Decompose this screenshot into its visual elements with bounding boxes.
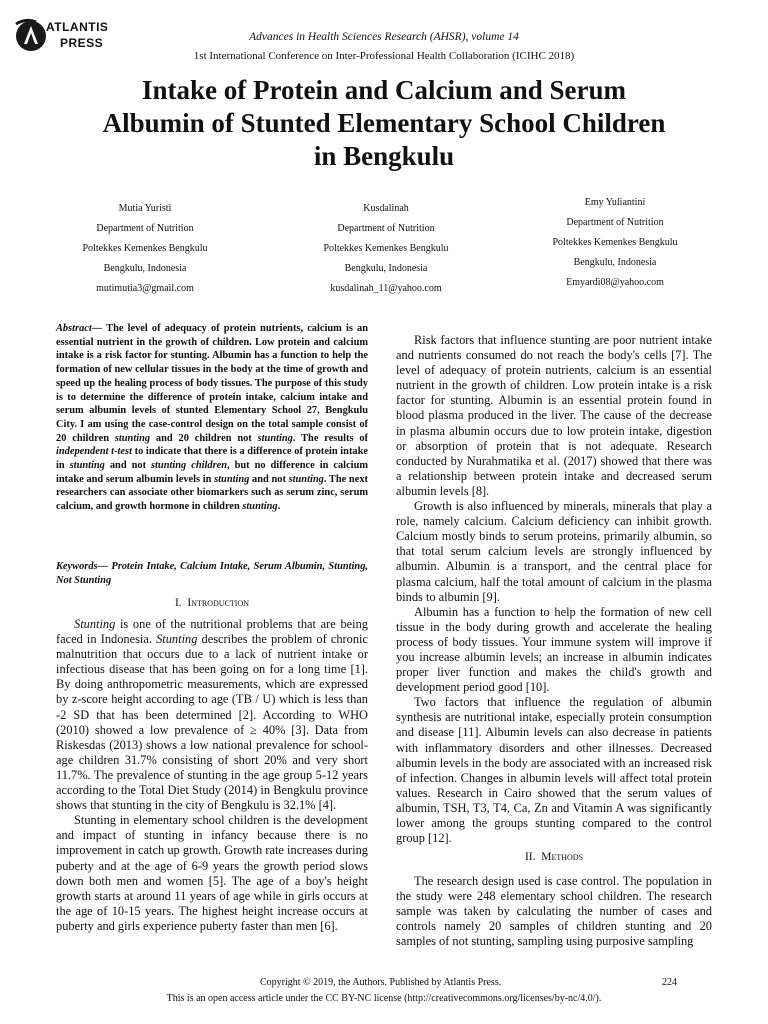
paper-title: Intake of Protein and Calcium and Serum Albumin of Stunted Elementary School Children in Bengkulu — [102, 75, 666, 171]
paragraph — [56, 617, 368, 813]
abstract-lead: Abstract — [56, 323, 92, 334]
publisher-name-line1: ATLANTIS — [46, 20, 109, 34]
license-notice: This is an open access article under the CC BY-NC license (http://creativecommons.org/licenses/by-nc/4.0/). — [166, 993, 602, 1004]
author-location: Bengkulu, Indonesia — [344, 263, 428, 274]
abstract-emphasis: independent t-test — [56, 446, 132, 458]
emphasis: Stunting — [74, 617, 116, 631]
paragraph: Risk factors that influence stunting are poor nutrient intake and nutrients consumed do not reach the body's cells [7]. The level of adequacy of protein nutrients, calcium is an essential nutrient in the growth of children. Low protein intake is a risk factor for stunting. Albumin is an essential protein found in blood plasma produced in the liver. The cause of the decrease in plasma albumin occurs due to low protein intake, digestion or absorption of protein that is not adequate. Research conducted by Nurahmatika et al. (2017) showed that there was a relationship between protein intake and decreased serum albumin levels [8]. — [396, 333, 712, 498]
page-number: 224 — [662, 977, 677, 988]
author-email: Emyardi08@yahoo.com — [566, 277, 664, 288]
paragraph: The research design used is case control. The population in the study were 248 elementary school children. The research sample was taken by calculating the number of cases and controls namely 20 samples of children stunting and 20 samples of not stunting, sampling using purposive sampling — [396, 874, 712, 949]
author-department: Department of Nutrition — [337, 223, 435, 234]
keywords-lead: Keywords— — [56, 561, 108, 572]
keywords-text: Protein Intake, Calcium Intake, Serum Albumin, Stunting, Not Stunting — [56, 561, 368, 586]
author-institution: Poltekkes Kemenkes Bengkulu — [82, 243, 208, 254]
author-email: mutimutia3@gmail.com — [96, 283, 194, 294]
section-number: II. — [524, 851, 536, 863]
author-department: Department of Nutrition — [566, 217, 664, 228]
copyright-notice: Copyright © 2019, the Authors. Published by Atlantis Press. — [260, 977, 502, 988]
section-title: Methods — [541, 851, 584, 863]
abstract-text: — The level of adequacy of protein nutrients, calcium is an essential nutrient in the growth of children. Low protein and calcium intake is a risk factor for stunting. Albumin has a function to help the formation of new cellular tissues in the body at the time of growth and speed up the healing process of body tissues. The purpose of this study is to determine the difference of protein intake, calcium intake and serum albumin levels of stunted Elementary School 27, Bengkulu City. I am using the case-control design on the total sample consist of 20 children — [56, 323, 368, 444]
section-number: I. — [174, 597, 182, 609]
author-department: Department of Nutrition — [96, 223, 194, 234]
author-name: Emy Yuliantini — [584, 197, 646, 208]
abstract — [56, 322, 368, 514]
section-heading-methods — [396, 851, 712, 863]
abstract-text: to indicate that there is a difference of protein intake in — [56, 446, 368, 472]
abstract-emphasis: stunting — [114, 432, 151, 444]
author-location: Bengkulu, Indonesia — [103, 263, 187, 274]
author-block-1 — [50, 199, 240, 299]
introduction-body — [56, 617, 368, 934]
abstract-emphasis: stunting — [242, 501, 278, 513]
abstract-text: and 20 children not — [150, 432, 258, 444]
paragraph-text: is one of the nutritional problems that are being faced in Indonesia. — [56, 617, 368, 647]
abstract-text: and not — [249, 473, 289, 485]
author-name: Mutia Yuristi — [118, 203, 172, 214]
abstract-text: . — [277, 501, 281, 513]
abstract-text: , but no difference in calcium intake and serum albumin levels in — [56, 460, 368, 485]
author-email: kusdalinah_11@yahoo.com — [330, 283, 442, 294]
paragraph: Growth is also influenced by minerals, minerals that play a role, namely calcium. Calcium deficiency can inhibit growth. Calcium mostly binds to serum proteins, primarily albumin, so that total serum calcium levels are strongly influenced by albumin. Albumin is a transport, and the central place for plasma calcium, half the total amount of calcium in the plasma binds to albumin [9]. — [396, 499, 712, 604]
abstract-emphasis: stunting — [214, 473, 250, 485]
paragraph: Two factors that influence the regulation of albumin synthesis are nutritional intake, especially protein consumption and disease [11]. Albumin levels can also decrease in patients with inflammatory disorders and other illnesses. Decreased albumin levels in the body are associated with an increased risk of infection. Changes in albumin levels will affect total protein values. Research in Cairo showed that the serum values of albumin, TSH, T3, T4, Ca, Zn and Vitamin A was significantly lower among the groups stunting compared to the control group [12]. — [396, 695, 712, 846]
author-block-2 — [291, 199, 481, 299]
paragraph: Stunting in elementary school children is the development and impact of stunting in infancy because there is no improvement in catch up growth. Growth rate increases during puberty and at the age of 6-9 years the growth period slows down both men and women [5]. The age of a boy's height growth starts at around 11 years of age while in girls occurs at the age of 10-15 years. The highest height increase occurs at puberty and girls experience puberty faster than men [6]. — [56, 813, 368, 933]
abstract-emphasis: stunting — [257, 432, 293, 444]
author-institution: Poltekkes Kemenkes Bengkulu — [323, 243, 449, 254]
conference-header: 1st International Conference on Inter-Professional Health Collaboration (ICIHC 2018) — [193, 50, 575, 62]
abstract-text: . The results of — [292, 432, 369, 444]
abstract-text: . The next researchers can associate other biomarkers such as serum zinc, serum calcium, and growth hormone in children — [56, 473, 368, 513]
author-institution: Poltekkes Kemenkes Bengkulu — [552, 237, 678, 248]
keywords — [56, 560, 368, 587]
right-column-body — [396, 333, 712, 846]
abstract-emphasis: stunting — [288, 473, 324, 485]
author-block-3 — [520, 193, 710, 293]
abstract-emphasis: stunting children — [151, 460, 228, 472]
paragraph-text: describes the problem of chronic malnutrition that occurs due to a lack of nutrient intake or infectious disease that has been going on for a long time [1]. By doing anthropometric measurements, which are expressed by z-score height according to age (TB / U) which is less than -2 SD that has been determined [2]. According to WHO (2010) showed a low prevalence of ≥ 40% [3]. Data from Riskesdas (2013) shows a low national prevalence for school-age children 31.7% consisting of short 20% and very short 11.7%. The prevalence of stunting in the age group 5-12 years according to the Total Diet Study (2014) in Bengkulu province shows that stunting in the city of Bengkulu is 32.1% [4]. — [56, 632, 368, 813]
paragraph: Albumin has a function to help the formation of new cell tissue in the body during growth and accelerate the healing process of body tissues. Your immune system will improve if you increase albumin levels; an increase in albumin indicates proper liver function and makes the child's growth and development period good [10]. — [396, 604, 712, 695]
section-heading-introduction — [56, 597, 368, 609]
abstract-text: and not — [104, 460, 151, 472]
journal-header: Advances in Health Sciences Research (AHSR), volume 14 — [249, 31, 519, 43]
author-location: Bengkulu, Indonesia — [573, 257, 657, 268]
author-name: Kusdalinah — [363, 203, 409, 214]
abstract-emphasis: stunting — [69, 460, 105, 472]
methods-body — [396, 874, 712, 949]
publisher-name-line2: PRESS — [60, 36, 104, 50]
emphasis: Stunting — [156, 632, 198, 647]
section-title: Introduction — [187, 597, 250, 609]
